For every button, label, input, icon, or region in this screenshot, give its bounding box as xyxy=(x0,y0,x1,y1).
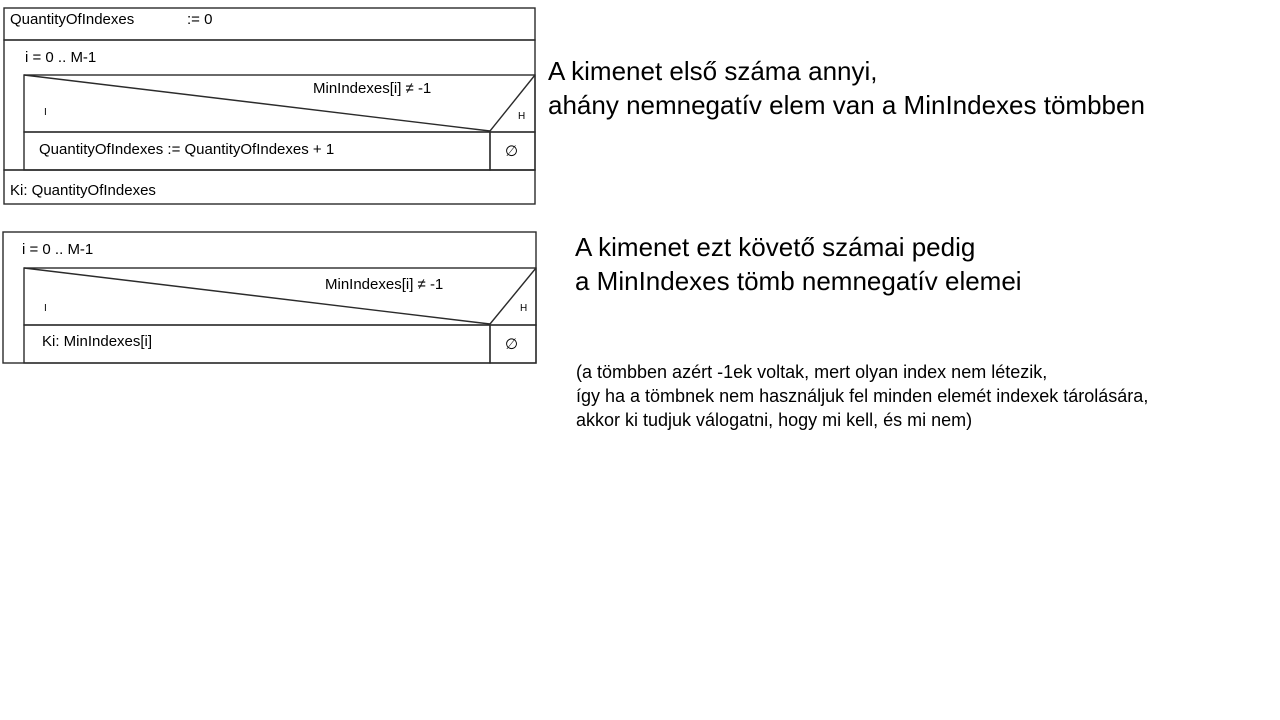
d1-cond-diagonal-right xyxy=(490,75,535,131)
explanation-1-line-1: A kimenet első száma annyi, xyxy=(548,56,878,86)
d1-condition: MinIndexes[i] ≠ -1 xyxy=(313,80,432,97)
d1-true-action: QuantityOfIndexes := QuantityOfIndexes + 1 xyxy=(39,141,335,158)
footnote-line-3: akkor ki tudjuk válogatni, hogy mi kell, és mi nem) xyxy=(576,410,973,430)
footnote xyxy=(576,360,1148,432)
d1-false-action: ∅ xyxy=(505,143,519,160)
d2-condition: MinIndexes[i] ≠ -1 xyxy=(325,276,444,293)
explanation-1 xyxy=(548,54,1145,122)
d1-init-assign: := 0 xyxy=(187,11,213,28)
explanation-2-line-2: a MinIndexes tömb nemnegatív elemei xyxy=(575,266,1022,296)
footnote-line-1: (a tömbben azért -1ek voltak, mert olyan index nem létezik, xyxy=(576,362,1048,382)
d2-loop-header: i = 0 .. M-1 xyxy=(22,241,94,258)
d1-init-variable: QuantityOfIndexes xyxy=(10,11,135,28)
footnote-line-2: így ha a tömbnek nem használjuk fel minden elemét indexek tárolására, xyxy=(576,386,1149,406)
d2-cond-diagonal-right xyxy=(490,268,536,324)
explanation-1-line-2: ahány nemnegatív elem van a MinIndexes tömbben xyxy=(548,90,1145,120)
explanation-2-line-1: A kimenet ezt követő számai pedig xyxy=(575,232,976,262)
d2-true-label: I xyxy=(44,303,47,314)
d2-false-label: H xyxy=(520,303,528,314)
d2-true-action: Ki: MinIndexes[i] xyxy=(42,333,153,350)
d1-output: Ki: QuantityOfIndexes xyxy=(10,182,156,199)
d2-false-action: ∅ xyxy=(505,336,519,353)
d1-true-label: I xyxy=(44,107,47,118)
d1-loop-header: i = 0 .. M-1 xyxy=(25,49,97,66)
d1-false-label: H xyxy=(518,111,526,122)
explanation-2 xyxy=(575,230,1022,298)
